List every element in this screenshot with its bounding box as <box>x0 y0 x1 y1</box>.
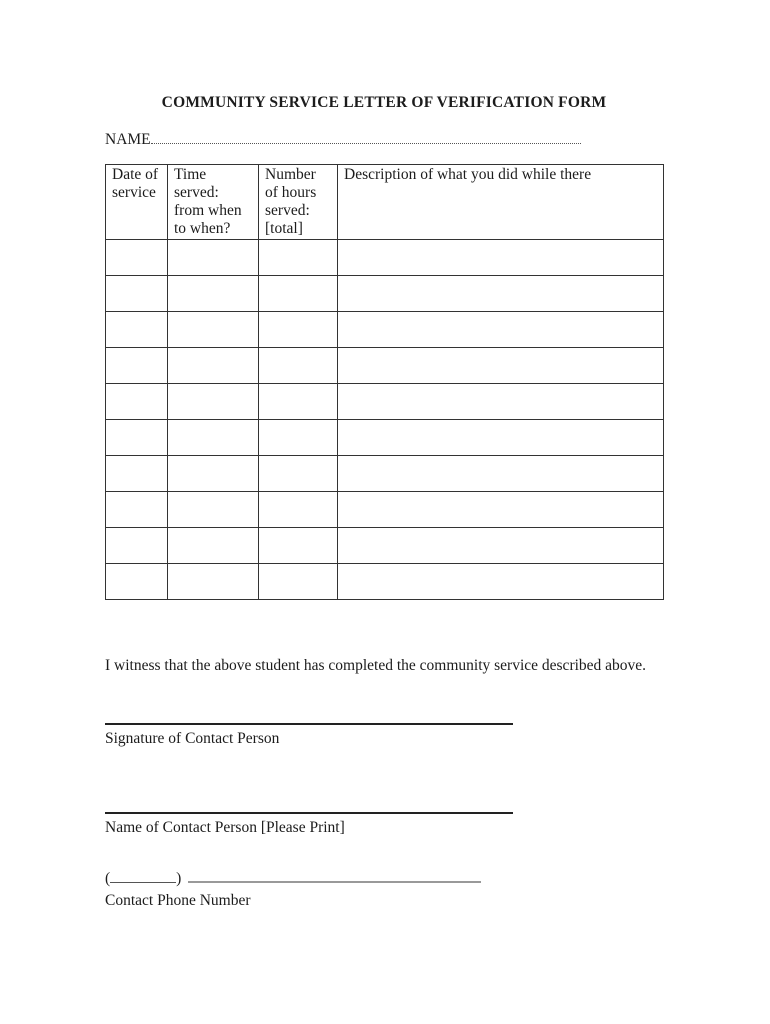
table-cell[interactable] <box>168 384 259 420</box>
table-cell[interactable] <box>259 492 338 528</box>
table-cell[interactable] <box>168 276 259 312</box>
header-description: Description of what you did while there <box>338 165 664 240</box>
name-label: NAME <box>105 131 151 148</box>
table-cell[interactable] <box>259 348 338 384</box>
table-cell[interactable] <box>106 492 168 528</box>
table-cell[interactable] <box>168 420 259 456</box>
table-cell[interactable] <box>168 240 259 276</box>
form-title: COMMUNITY SERVICE LETTER OF VERIFICATION FORM <box>161 94 607 111</box>
table-cell[interactable] <box>338 384 664 420</box>
table-cell[interactable] <box>106 348 168 384</box>
table-header-row <box>106 165 664 240</box>
table-cell[interactable] <box>259 240 338 276</box>
table-cell[interactable] <box>106 240 168 276</box>
table-cell[interactable] <box>168 564 259 600</box>
table-cell[interactable] <box>106 420 168 456</box>
table-cell[interactable] <box>338 528 664 564</box>
signature-input-line[interactable] <box>105 723 513 725</box>
table-cell[interactable] <box>106 384 168 420</box>
phone-close-paren: ) <box>176 870 182 887</box>
form-content <box>105 94 663 910</box>
table-row <box>106 384 664 420</box>
table-cell[interactable] <box>106 276 168 312</box>
table-row <box>106 276 664 312</box>
table-cell[interactable] <box>338 240 664 276</box>
table-row <box>106 312 664 348</box>
table-cell[interactable] <box>168 348 259 384</box>
phone-area-code-input-line[interactable] <box>110 869 176 883</box>
table-cell[interactable] <box>168 528 259 564</box>
contact-phone-label: Contact Phone Number <box>105 892 251 909</box>
table-cell[interactable] <box>259 312 338 348</box>
phone-number-input-line[interactable] <box>188 869 481 883</box>
table-cell[interactable] <box>168 492 259 528</box>
table-cell[interactable] <box>106 564 168 600</box>
table-cell[interactable] <box>338 456 664 492</box>
table-cell[interactable] <box>168 312 259 348</box>
table-cell[interactable] <box>259 276 338 312</box>
contact-name-input-line[interactable] <box>105 812 513 814</box>
name-input-line[interactable] <box>151 129 581 144</box>
table-cell[interactable] <box>259 384 338 420</box>
table-row <box>106 564 664 600</box>
table-cell[interactable] <box>106 528 168 564</box>
table-cell[interactable] <box>106 312 168 348</box>
table-cell[interactable] <box>338 420 664 456</box>
name-field-row <box>105 129 663 149</box>
table-cell[interactable] <box>338 276 664 312</box>
table-cell[interactable] <box>338 348 664 384</box>
contact-phone-row <box>105 869 663 889</box>
signature-label: Signature of Contact Person <box>105 730 280 747</box>
table-cell[interactable] <box>168 456 259 492</box>
table-cell[interactable] <box>259 528 338 564</box>
witness-statement: I witness that the above student has completed the community service described above. <box>105 657 647 674</box>
contact-name-label: Name of Contact Person [Please Print] <box>105 819 345 836</box>
table-cell[interactable] <box>338 492 664 528</box>
table-row <box>106 420 664 456</box>
table-row <box>106 456 664 492</box>
table-row <box>106 348 664 384</box>
header-number-of-hours: Number of hours served: [total] <box>259 165 338 240</box>
table-row <box>106 492 664 528</box>
service-log-table <box>105 164 664 600</box>
table-row <box>106 240 664 276</box>
table-cell[interactable] <box>338 564 664 600</box>
header-time-served: Time served: from when to when? <box>168 165 259 240</box>
table-cell[interactable] <box>259 564 338 600</box>
table-row <box>106 528 664 564</box>
header-date-of-service: Date of service <box>106 165 168 240</box>
phone-open-paren: ( <box>105 870 111 887</box>
table-cell[interactable] <box>106 456 168 492</box>
table-cell[interactable] <box>259 420 338 456</box>
table-cell[interactable] <box>259 456 338 492</box>
table-cell[interactable] <box>338 312 664 348</box>
